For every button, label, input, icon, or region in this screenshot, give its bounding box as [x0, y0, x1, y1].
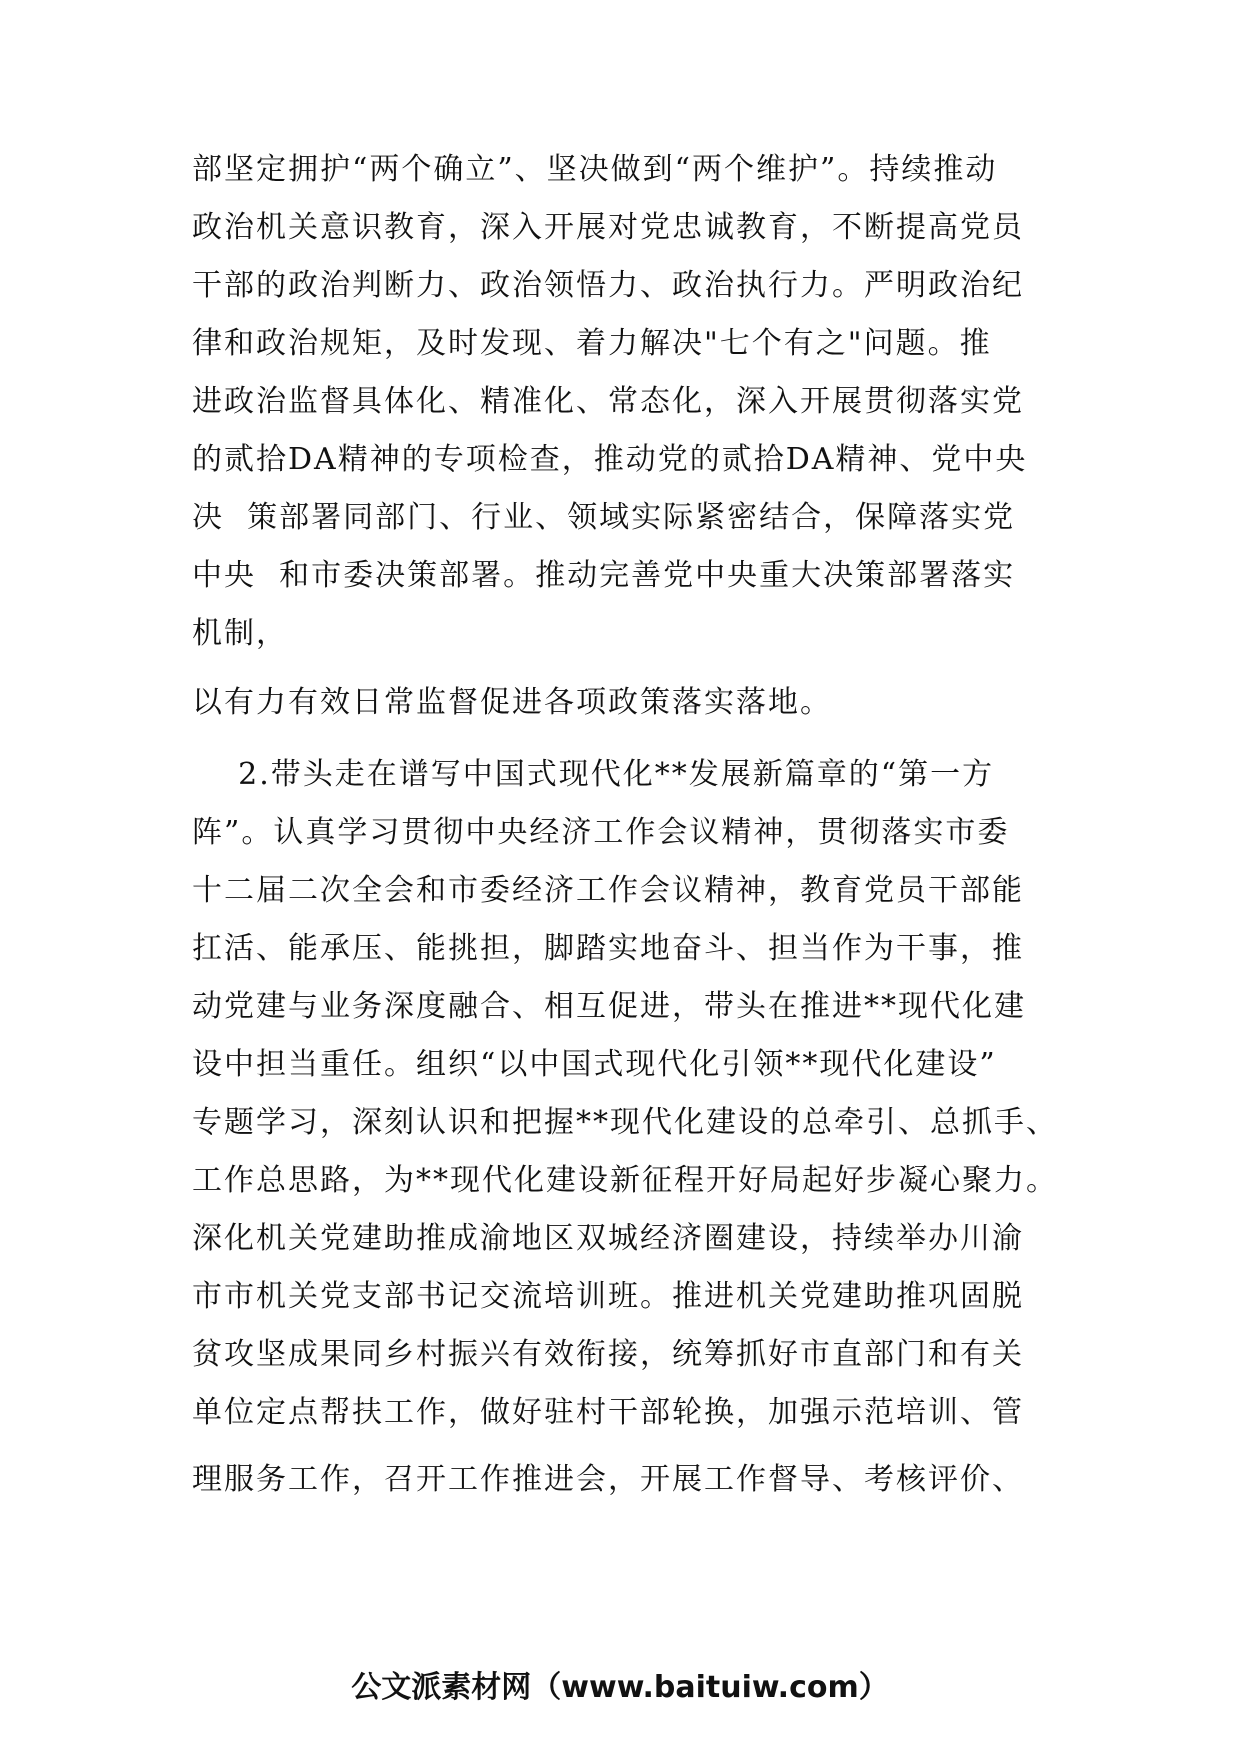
- body-text-line: 的贰拾DA精神的专项检查，推动党的贰拾DA精神、党中央: [192, 442, 1028, 477]
- body-text-line: 2.带头走在谱写中国式现代化**发展新篇章的“第一方: [192, 757, 995, 792]
- body-text-line: 决 策部署同部门、行业、领域实际紧密结合，保障落实党: [192, 500, 1016, 535]
- body-text-line: 贫攻坚成果同乡村振兴有效衔接，统筹抓好市直部门和有关: [192, 1337, 1024, 1372]
- body-text-line: 机制，: [192, 616, 288, 651]
- body-text-line: 干部的政治判断力、政治领悟力、政治执行力。严明政治纪: [192, 268, 1024, 303]
- body-text-line: 以有力有效日常监督促进各项政策落实落地。: [192, 685, 832, 720]
- body-text-line: 部坚定拥护“两个确立”、坚决做到“两个维护”。持续推动: [192, 152, 998, 187]
- body-text-line: 动党建与业务深度融合、相互促进，带头在推进**现代化建: [192, 989, 1026, 1024]
- body-text-line: 工作总思路，为**现代化建设新征程开好局起好步凝心聚力。: [192, 1163, 1058, 1198]
- body-text-line: 理服务工作，召开工作推进会，开展工作督导、考核评价、: [192, 1462, 1024, 1497]
- body-text-line: 专题学习，深刻认识和把握**现代化建设的总牵引、总抓手、: [192, 1105, 1058, 1140]
- body-text-line: 市市机关党支部书记交流培训班。推进机关党建助推巩固脱: [192, 1279, 1024, 1314]
- body-text-line: 扛活、能承压、能挑担，脚踏实地奋斗、担当作为干事，推: [192, 931, 1024, 966]
- body-text-line: 律和政治规矩，及时发现、着力解决"七个有之"问题。推: [192, 326, 992, 361]
- watermark-footer: 公文派素材网（www.baituiw.com）: [351, 1670, 889, 1705]
- body-text-line: 阵”。认真学习贯彻中央经济工作会议精神，贯彻落实市委: [192, 815, 1010, 850]
- body-text-line: 单位定点帮扶工作，做好驻村干部轮换，加强示范培训、管: [192, 1395, 1024, 1430]
- body-text-line: 政治机关意识教育，深入开展对党忠诚教育，不断提高党员: [192, 210, 1024, 245]
- body-text-line: 十二届二次全会和市委经济工作会议精神，教育党员干部能: [192, 873, 1024, 908]
- body-text-line: 设中担当重任。组织“以中国式现代化引领**现代化建设”: [192, 1047, 997, 1082]
- body-text-line: 深化机关党建助推成渝地区双城经济圈建设，持续举办川渝: [192, 1221, 1024, 1256]
- body-text-line: 进政治监督具体化、精准化、常态化，深入开展贯彻落实党: [192, 384, 1024, 419]
- body-text-line: 中央 和市委决策部署。推动完善党中央重大决策部署落实: [192, 558, 1016, 593]
